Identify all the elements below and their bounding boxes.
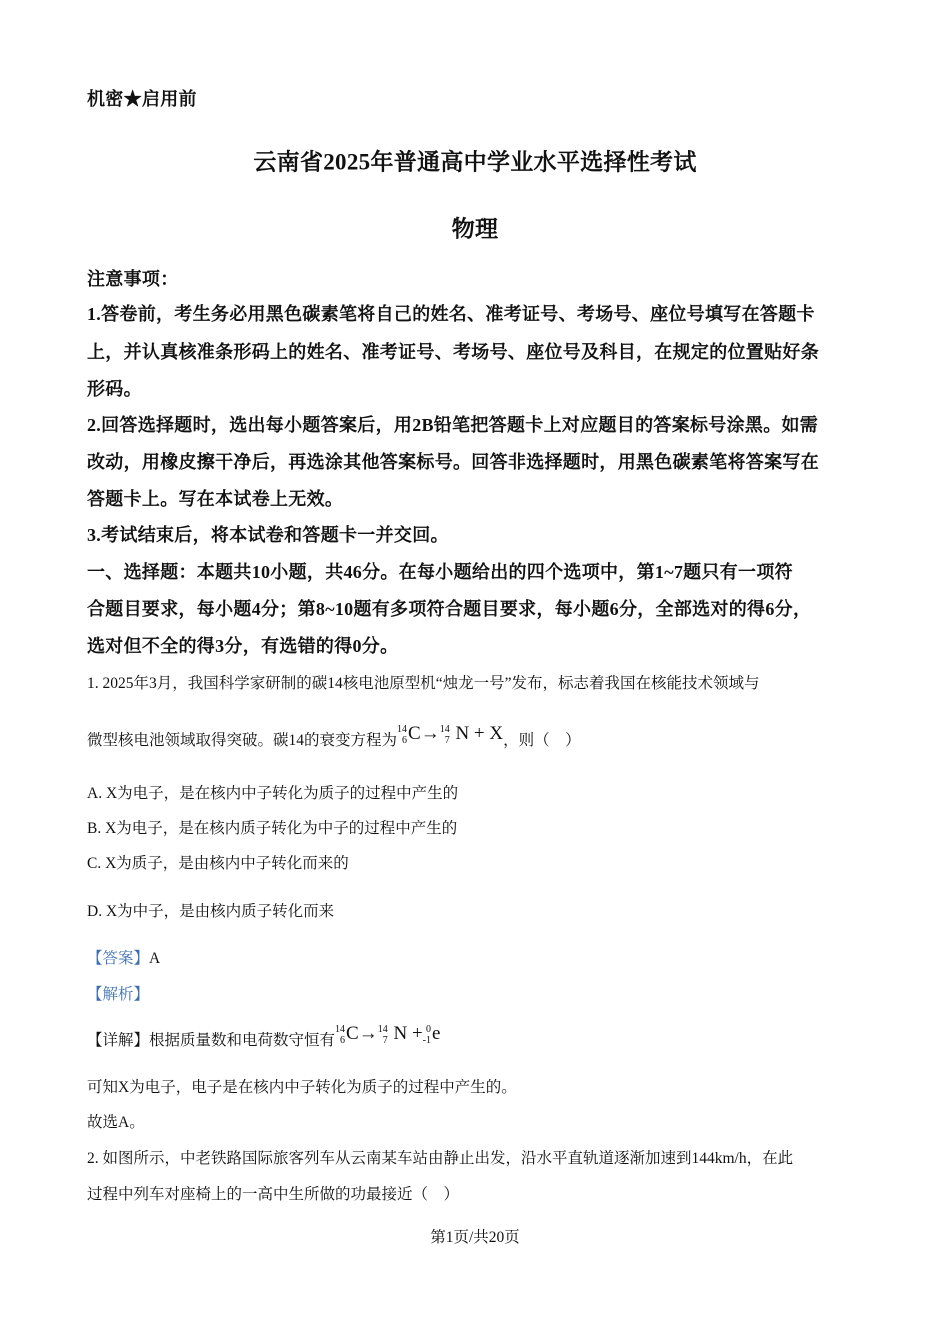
section-heading: 选对但不全的得3分，有选错的得0分。 <box>87 636 399 656</box>
conclusion: 可知X为电子，电子是在核内中子转化为质子的过程中产生的。 <box>87 1079 517 1096</box>
option-c: C. X为质子，是由核内中子转化而来的 <box>87 855 349 872</box>
note-line: 形码。 <box>87 379 142 399</box>
notes-title: 注意事项： <box>87 269 179 289</box>
exam-title: 云南省2025年普通高中学业水平选择性考试 <box>253 149 697 175</box>
question-1-equation-line: 微型核电池领域取得突破。碳14的衰变方程为 14 6 C→ 14 7 N + X，则（ ） <box>87 723 581 750</box>
confidential-header: 机密★启用前 <box>87 89 197 109</box>
subject-title: 物理 <box>451 216 499 242</box>
question-2-text: 2. 如图所示，中老铁路国际旅客列车从云南某车站由静止出发，沿水平直轨道逐渐加速到144km/h，在此 <box>87 1150 794 1167</box>
note-line: 2.回答选择题时，选出每小题答案后，用2B铅笔把答题卡上对应题目的答案标号涂黑。如需 <box>87 415 819 435</box>
question-1-text: 微型核电池领域取得突破。碳14的衰变方程为 <box>87 732 398 750</box>
section-heading: 合题目要求，每小题4分；第8~10题有多项符合题目要求，每小题6分，全部选对的得6分， <box>87 599 812 619</box>
detail: 【详解】根据质量数和电荷数守恒有 14 6 C→ 14 7 N + 0 -1 e <box>87 1023 441 1050</box>
note-line: 1.答卷前，考生务必用黑色碳素笔将自己的姓名、准考证号、考场号、座位号填写在答题卡 <box>87 304 815 324</box>
decay-equation: 14 6 C→ 14 7 N + X <box>397 723 504 746</box>
analysis-label: 【解析】 <box>87 986 150 1003</box>
note-line: 3.考试结束后，将本试卷和答题卡一并交回。 <box>87 525 449 545</box>
question-2-text: 过程中列车对座椅上的一高中生所做的功最接近（ ） <box>87 1186 460 1203</box>
section-heading: 一、选择题：本题共10小题，共46分。在每小题给出的四个选项中，第1~7题只有一项符 <box>87 562 793 582</box>
answer: 【答案】A <box>87 950 161 967</box>
note-line: 答题卡上。写在本试卷上无效。 <box>87 489 344 509</box>
question-1-text: 1. 2025年3月，我国科学家研制的碳14核电池原型机“烛龙一号”发布，标志着我国在核能技术领域与 <box>87 675 760 692</box>
option-b: B. X为电子，是在核内质子转化为中子的过程中产生的 <box>87 820 458 837</box>
choice: 故选A。 <box>87 1114 145 1131</box>
note-line: 改动，用橡皮擦干净后，再选涂其他答案标号。回答非选择题时，用黑色碳素笔将答案写在 <box>87 452 819 472</box>
decay-equation-full: 14 6 C→ 14 7 N + 0 -1 e <box>335 1023 441 1046</box>
note-line: 上，并认真核准条形码上的姓名、准考证号、考场号、座位号及科目，在规定的位置贴好条 <box>87 342 819 362</box>
page-footer: 第1页/共20页 <box>430 1229 520 1246</box>
option-a: A. X为电子，是在核内中子转化为质子的过程中产生的 <box>87 785 459 802</box>
option-d: D. X为中子，是由核内质子转化而来 <box>87 903 335 920</box>
